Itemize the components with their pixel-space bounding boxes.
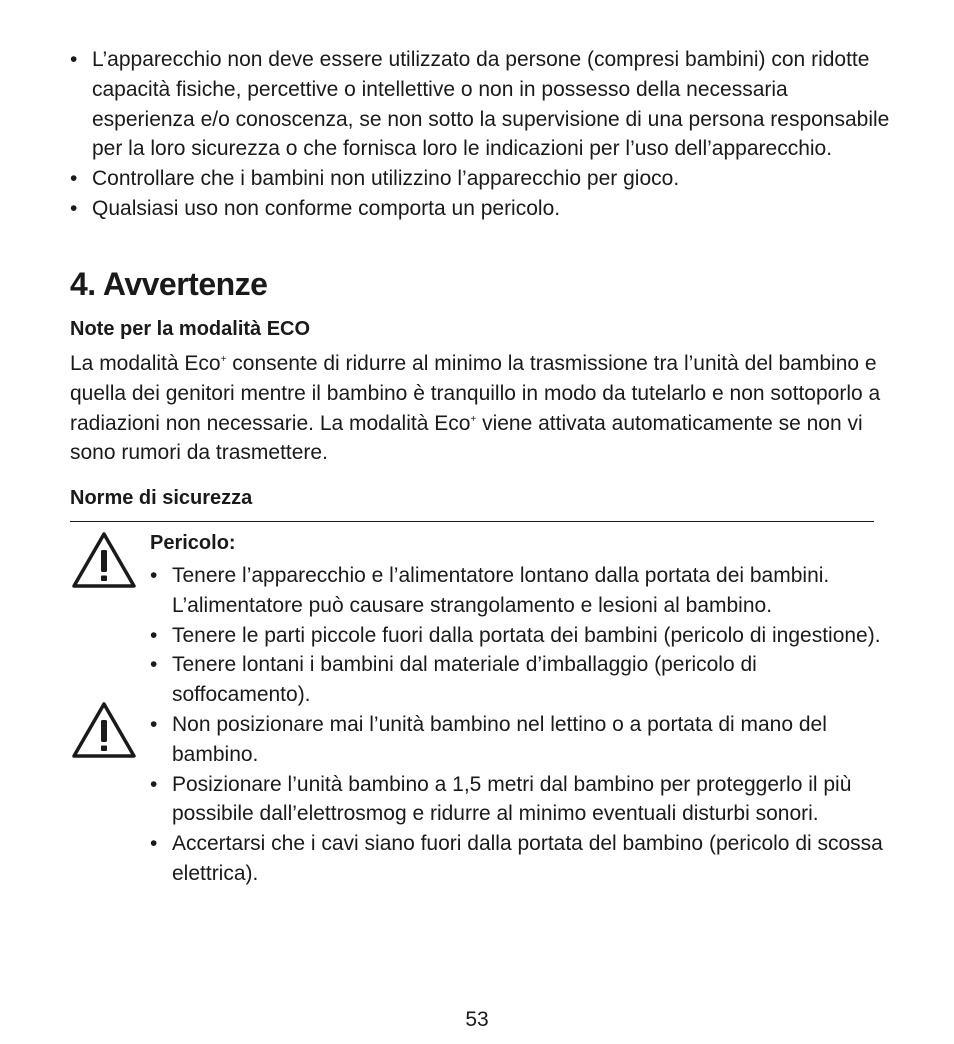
eco-text-part: La modalità Eco (70, 352, 221, 375)
eco-superscript: + (470, 413, 477, 425)
section-title: 4. Avvertenze (70, 266, 268, 302)
eco-superscript: + (220, 354, 227, 365)
list-item: • Controllare che i bambini non utilizzino l’apparecchio per gioco. (92, 164, 892, 194)
warning-triangle-icon (70, 530, 138, 590)
divider (70, 521, 874, 522)
list-item: • L’apparecchio non deve essere utilizzato da persone (compresi bambini) con ridotte capacità fisiche, percettive o intellettive o non in possesso della necessaria esperienza e/o conoscenza, se non sotto la supervisione di una persona responsabile per la loro sicurezza o che fornisca loro le indicazioni per l’uso dell’apparecchio. (92, 45, 892, 164)
eco-text-part: consente di ridurre al minimo la trasmissione tra l’unità del bambino e quella dei genitori mentre il bambino è tranquillo in modo da tutelarlo e non sottoporlo a radiazioni non necessarie. La modalità Eco (70, 352, 881, 435)
list-item: • Tenere le parti piccole fuori dalla portata dei bambini (pericolo di ingestione). (172, 621, 884, 651)
list-item: • Tenere l’apparecchio e l’alimentatore lontano dalla portata dei bambini. L’alimentatore può causare strangolamento e lesioni al bambino. (172, 561, 884, 621)
danger-bullet-list (172, 561, 884, 889)
eco-heading: Note per la modalità ECO (70, 318, 311, 340)
list-item: • Accertarsi che i cavi siano fuori dalla portata del bambino (pericolo di scossa elettrica). (172, 829, 884, 889)
warning-triangle-icon (70, 700, 138, 760)
safety-heading: Norme di sicurezza (70, 487, 253, 509)
list-item: • Tenere lontani i bambini dal materiale d’imballaggio (pericolo di soffocamento). (172, 650, 884, 710)
page-number: 53 (465, 1008, 489, 1031)
intro-bullet-list (92, 45, 892, 224)
list-item: • Posizionare l’unità bambino a 1,5 metri dal bambino per proteggerlo il più possibile dall’elettrosmog e ridurre al minimo eventuali disturbi sonori. (172, 770, 884, 830)
eco-text-part: viene attivata automaticamente se non vi sono rumori da trasmettere. (70, 411, 863, 465)
list-item: • Non posizionare mai l’unità bambino nel lettino o a portata di mano del bambino. (172, 710, 884, 770)
eco-paragraph (70, 349, 890, 468)
list-item: • Qualsiasi uso non conforme comporta un pericolo. (92, 194, 892, 224)
danger-label: Pericolo: (150, 532, 236, 554)
